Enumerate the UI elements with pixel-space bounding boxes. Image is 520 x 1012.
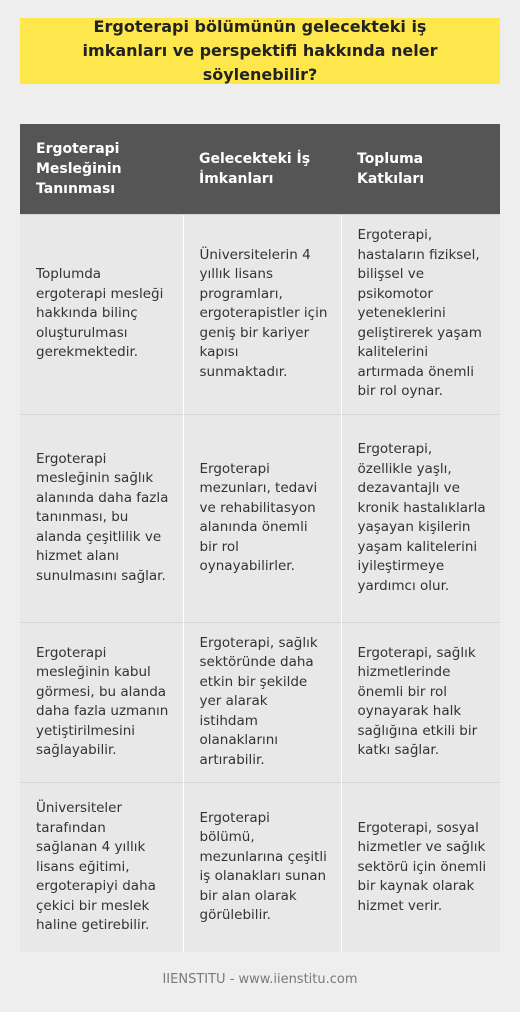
column-header-job-opportunities: Gelecekteki İş İmkanları — [183, 124, 341, 214]
page-title: Ergoterapi bölümünün gelecekteki iş imkanları ve perspektifi hakkında neler söylenebilir? — [20, 18, 500, 84]
table-cell: Ergoterapi, sosyal hizmetler ve sağlık sektörü için önemli bir kaynak olarak hizmet verir. — [341, 782, 500, 952]
table-row — [20, 622, 500, 782]
table-cell: Ergoterapi bölümü, mezunlarına çeşitli iş olanakları sunan bir alan olarak görülebilir. — [183, 782, 341, 952]
column-header-social-contribution: Topluma Katkıları — [341, 124, 500, 214]
table-cell: Ergoterapi, sağlık hizmetlerinde önemli bir rol oynayarak halk sağlığına etkili bir katkı sağlar. — [341, 622, 500, 782]
column-header-recognition: Ergoterapi Mesleğinin Tanınması — [20, 124, 183, 214]
table-row — [20, 214, 500, 414]
table-header-row — [20, 124, 500, 214]
table-cell: Toplumda ergoterapi mesleği hakkında bilinç oluşturulması gerekmektedir. — [20, 214, 183, 414]
table-row — [20, 782, 500, 952]
table-cell: Ergoterapi, özellikle yaşlı, dezavantajlı ve kronik hastalıklarla yaşayan kişilerin yaşam kalitelerini iyileştirmeye yardımcı olur. — [341, 414, 500, 622]
table-cell: Ergoterapi mezunları, tedavi ve rehabilitasyon alanında önemli bir rol oynayabilirler. — [183, 414, 341, 622]
table-cell: Üniversitelerin 4 yıllık lisans programları, ergoterapistler için geniş bir kariyer kapısı sunmaktadır. — [183, 214, 341, 414]
table-cell: Ergoterapi, sağlık sektöründe daha etkin bir şekilde yer alarak istihdam olanaklarını artırabilir. — [183, 622, 341, 782]
table-cell: Ergoterapi mesleğinin sağlık alanında daha fazla tanınması, bu alanda çeşitlilik ve hizmet alanı sunulmasını sağlar. — [20, 414, 183, 622]
footer-credit: IIENSTITU - www.iienstitu.com — [162, 972, 358, 987]
table-cell: Ergoterapi mesleğinin kabul görmesi, bu alanda daha fazla uzmanın yetiştirilmesini sağlayabilir. — [20, 622, 183, 782]
table-row — [20, 414, 500, 622]
info-table — [20, 124, 500, 952]
table-cell: Ergoterapi, hastaların fiziksel, bilişsel ve psikomotor yeteneklerini geliştirerek yaşam kalitelerini artırmada önemli bir rol oynar. — [341, 214, 500, 414]
table-cell: Üniversiteler tarafından sağlanan 4 yıllık lisans eğitimi, ergoterapiyi daha çekici bir meslek haline getirebilir. — [20, 782, 183, 952]
